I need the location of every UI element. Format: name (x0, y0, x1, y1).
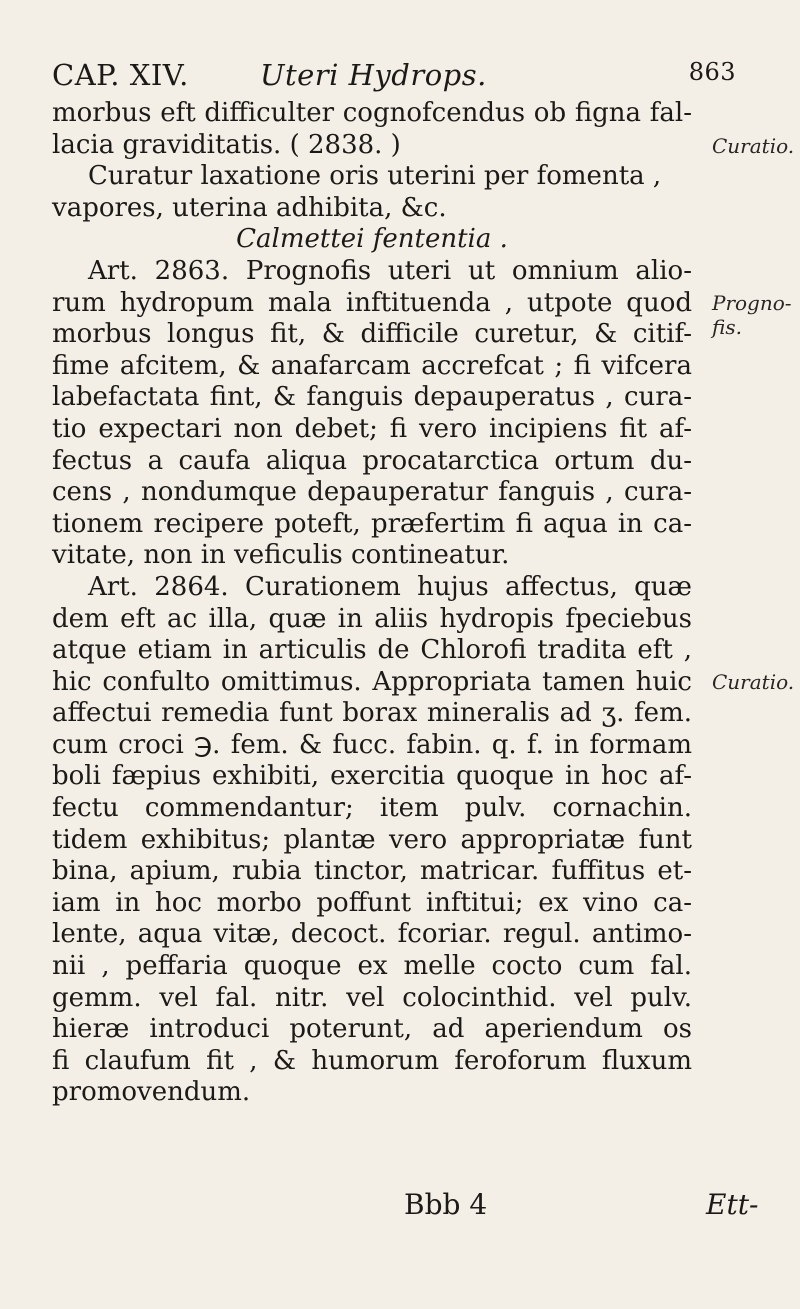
margin-note-curatio-2: Curatio. (712, 670, 795, 694)
text-line: promovendum. (52, 1077, 251, 1108)
text-line: tio expectari non debet; fi vero incipiens fit af- (52, 413, 692, 444)
text-line: atque etiam in articulis de Chlorofi tradita eft , (52, 635, 692, 666)
text-line: fime afcitem, & anafarcam accrefcat ; fi vifcera (52, 350, 692, 381)
text-line: morbus eft difficulter cognofcendus ob figna fal- (52, 98, 692, 128)
text-line: labefactata fint, & fanguis depauperatus , cura- (52, 382, 692, 413)
margin-note-prognosis-cont: fis. (712, 315, 742, 339)
text-line: hic confulto omittimus. Appropriata tamen huic (52, 666, 692, 697)
text-line: iam in hoc morbo poffunt inftitui; ex vino ca- (52, 887, 692, 918)
text-line: Art. 2863. Prognofis uteri ut omnium alio- (88, 255, 692, 286)
text-line: lente, aqua vitæ, decoct. fcoriar. regul. antimo- (52, 919, 692, 950)
margin-note-prognosis: Progno- (712, 291, 792, 315)
text-line: fectus a caufa aliqua procatarctica ortum du- (52, 445, 692, 476)
text-line: hieræ introduci poterunt, ad aperiendum os (52, 1014, 692, 1045)
page-number: 863 (688, 58, 736, 86)
text-line: fi claufum fit , & humorum feroforum fluxum (52, 1045, 692, 1076)
text-line: morbus longus fit, & difficile curetur, & citif- (52, 319, 692, 350)
text-line: lacia graviditatis. ( 2838. ) (52, 129, 401, 160)
text-line: cens , nondumque depauperatur fanguis , cura- (52, 477, 692, 508)
text-line: tidem exhibitus; plantæ vero appropriatæ funt (52, 824, 692, 855)
text-line: bina, apium, rubia tinctor, matricar. fuffitus et- (52, 856, 692, 887)
text-line: Curatur laxatione oris uterini per fomenta , (88, 161, 662, 192)
text-line: fectu commendantur; item pulv. cornachin. (52, 793, 692, 824)
text-line: nii , peffaria quoque ex melle cocto cum fal. (52, 951, 692, 982)
text-line: gemm. vel fal. nitr. vel colocinthid. vel pulv. (52, 982, 692, 1013)
text-line: dem eft ac illa, quæ in aliis hydropis fpeciebus (52, 603, 692, 634)
text-line: affectui remedia funt borax mineralis ad ʒ. fem. (52, 698, 692, 729)
section-heading: Calmettei fententia . (236, 224, 508, 255)
text-line: boli fæpius exhibiti, exercitia quoque in hoc af- (52, 761, 692, 792)
text-line: Art. 2864. Curationem hujus affectus, quæ (88, 571, 692, 602)
signature-mark: Bbb 4 (404, 1188, 488, 1221)
text-line: tionem recipere poteft, præfertim fi aqua in ca- (52, 508, 692, 539)
text-line: vapores, uterina adhibita, &c. (52, 192, 447, 223)
chapter-label: CAP. XIV. (52, 58, 189, 92)
running-title: Uteri Hydrops. (260, 58, 487, 92)
margin-note-curatio: Curatio. (712, 134, 795, 158)
page-header (52, 58, 742, 98)
text-line: cum croci ℈. fem. & fucc. fabin. q. f. in formam (52, 729, 692, 760)
text-line: rum hydropum mala inftituenda , utpote quod (52, 287, 692, 318)
text-line: vitate, non in veficulis contineatur. (52, 540, 510, 571)
catchword: Ett- (706, 1188, 759, 1221)
body-text (52, 98, 692, 1109)
